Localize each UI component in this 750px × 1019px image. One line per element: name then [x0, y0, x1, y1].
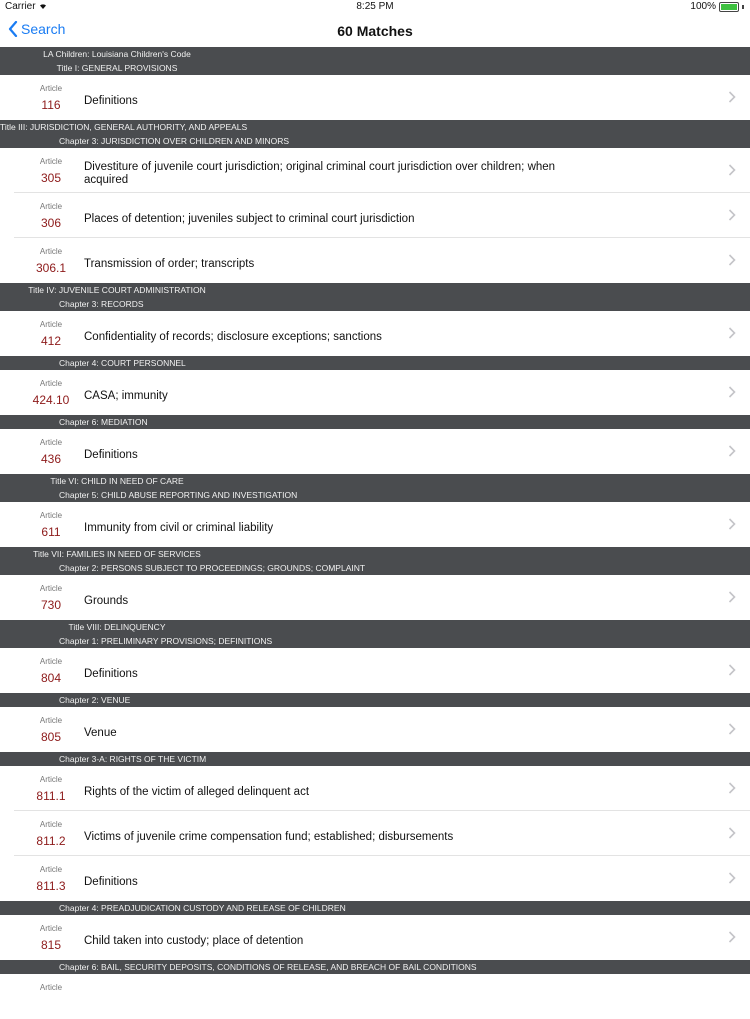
section-chapter-line: Chapter 6: BAIL, SECURITY DEPOSITS, CONDITIONS OF RELEASE, AND BREACH OF BAIL CONDITIONS [59, 962, 477, 972]
section-header [0, 283, 750, 311]
section-header [0, 47, 750, 75]
article-label: Article [39, 379, 63, 388]
article-title: Grounds [84, 595, 129, 607]
result-row[interactable] [0, 707, 750, 752]
result-row[interactable] [0, 974, 750, 1019]
section-chapter-line: Chapter 6: MEDIATION [59, 417, 148, 427]
chevron-right-icon [728, 827, 736, 839]
section-title-line: Title VI: CHILD IN NEED OF CARE [50, 476, 184, 486]
battery-tip [742, 5, 744, 9]
article-number: 811.2 [36, 834, 66, 848]
navigation-bar [0, 14, 750, 47]
section-title-line: Title IV: JUVENILE COURT ADMINISTRATION [28, 285, 206, 295]
article-label: Article [39, 716, 63, 725]
section-title-line: Title III: JURISDICTION, GENERAL AUTHORITY, AND APPEALS [0, 122, 248, 132]
article-number: 306 [40, 216, 62, 230]
section-header [0, 547, 750, 575]
article-label: Article [39, 775, 63, 784]
section-header [0, 960, 750, 974]
article-number: 804 [40, 671, 62, 685]
chevron-right-icon [728, 591, 736, 603]
section-chapter-line: Chapter 3: RECORDS [59, 299, 144, 309]
article-label: Article [39, 924, 63, 933]
section-chapter-line: Chapter 2: PERSONS SUBJECT TO PROCEEDINGS; GROUNDS; COMPLAINT [59, 563, 366, 573]
status-bar [0, 0, 750, 14]
result-row[interactable] [0, 811, 750, 856]
section-title-line: Title I: GENERAL PROVISIONS [56, 63, 178, 73]
result-row[interactable] [0, 915, 750, 960]
result-row[interactable] [0, 502, 750, 547]
result-row[interactable] [0, 311, 750, 356]
article-label: Article [39, 247, 63, 256]
article-number: 116 [41, 98, 61, 112]
article-title: Definitions [84, 876, 138, 888]
section-header [0, 620, 750, 648]
article-label: Article [39, 657, 63, 666]
result-row[interactable] [0, 429, 750, 474]
section-header [0, 415, 750, 429]
section-chapter-line: Chapter 2: VENUE [59, 695, 131, 705]
result-row[interactable] [0, 856, 750, 901]
article-number: 815 [40, 938, 62, 952]
section-chapter-line: Chapter 4: COURT PERSONNEL [59, 358, 186, 368]
article-label: Article [39, 438, 63, 447]
battery-indicator [690, 1, 744, 12]
chevron-right-icon [728, 931, 736, 943]
results-list[interactable] [0, 47, 750, 1019]
article-number: 811.3 [36, 879, 66, 893]
chevron-right-icon [728, 518, 736, 530]
article-title: Immunity from civil or criminal liability [84, 522, 274, 534]
article-title: Definitions [84, 449, 138, 461]
battery-icon [719, 2, 739, 12]
section-chapter-line: Chapter 5: CHILD ABUSE REPORTING AND INVESTIGATION [59, 490, 298, 500]
article-label: Article [39, 511, 63, 520]
back-button-label: Search [21, 21, 66, 37]
article-number: 811.1 [36, 789, 66, 803]
section-title-line: Title VII: FAMILIES IN NEED OF SERVICES [33, 549, 201, 559]
chevron-right-icon [728, 327, 736, 339]
section-chapter-line: Chapter 3: JURISDICTION OVER CHILDREN AND MINORS [59, 136, 290, 146]
article-label: Article [39, 157, 63, 166]
article-label: Article [39, 584, 63, 593]
chevron-right-icon [728, 91, 736, 103]
article-label: Article [39, 320, 63, 329]
section-header [0, 356, 750, 370]
article-label: Article [39, 983, 63, 992]
chevron-right-icon [728, 254, 736, 266]
result-row[interactable] [0, 648, 750, 693]
article-title: Rights of the victim of alleged delinquent act [84, 786, 310, 798]
article-title: Confidentiality of records; disclosure exceptions; sanctions [84, 331, 382, 343]
article-number: 305 [40, 171, 62, 185]
article-title: Victims of juvenile crime compensation fund; established; disbursements [84, 831, 454, 843]
article-title: Venue [84, 727, 117, 739]
carrier-label: Carrier [5, 1, 48, 12]
chevron-right-icon [728, 872, 736, 884]
section-title-line: Title VIII: DELINQUENCY [68, 622, 166, 632]
result-row[interactable] [0, 75, 750, 120]
article-label: Article [39, 202, 63, 211]
article-number: 306.1 [35, 261, 67, 275]
page-title: 60 Matches [337, 23, 413, 39]
result-row[interactable] [0, 238, 750, 283]
article-number: 805 [40, 730, 62, 744]
result-row[interactable] [0, 148, 750, 193]
article-label: Article [39, 84, 63, 93]
article-title: Definitions [84, 95, 138, 107]
article-label: Article [39, 820, 63, 829]
section-header [0, 474, 750, 502]
section-header [0, 901, 750, 915]
article-title: Transmission of order; transcripts [84, 258, 255, 270]
article-number: 436 [40, 452, 62, 466]
article-title: Definitions [84, 668, 138, 680]
section-header [0, 752, 750, 766]
article-number: 412 [40, 334, 62, 348]
section-chapter-line: Chapter 1: PRELIMINARY PROVISIONS; DEFINITIONS [59, 636, 273, 646]
article-label: Article [39, 865, 63, 874]
result-row[interactable] [0, 193, 750, 238]
chevron-right-icon [728, 386, 736, 398]
chevron-right-icon [728, 782, 736, 794]
battery-percent: 100% [690, 1, 716, 12]
article-title: Divestiture of juvenile court jurisdiction; original criminal court jurisdiction over children; when acquired [84, 161, 556, 186]
article-title: Places of detention; juveniles subject to criminal court jurisdiction [84, 213, 415, 225]
chevron-right-icon [728, 164, 736, 176]
result-row[interactable] [0, 766, 750, 811]
result-row[interactable] [0, 370, 750, 415]
article-number: 424.10 [32, 393, 70, 407]
chevron-right-icon [728, 445, 736, 457]
article-number: 730 [40, 598, 62, 612]
chevron-right-icon [728, 723, 736, 735]
result-row[interactable] [0, 575, 750, 620]
section-header [0, 120, 750, 148]
section-chapter-line: Chapter 4: PREADJUDICATION CUSTODY AND RELEASE OF CHILDREN [59, 903, 346, 913]
article-number: 611 [41, 525, 61, 539]
article-title: CASA; immunity [84, 390, 168, 402]
section-title-line: LA Children: Louisiana Children's Code [43, 49, 191, 59]
article-title: Child taken into custody; place of detention [84, 935, 304, 947]
clock: 8:25 PM [356, 1, 394, 12]
chevron-right-icon [728, 209, 736, 221]
section-header [0, 693, 750, 707]
section-chapter-line: Chapter 3-A: RIGHTS OF THE VICTIM [59, 754, 207, 764]
chevron-right-icon [728, 664, 736, 676]
